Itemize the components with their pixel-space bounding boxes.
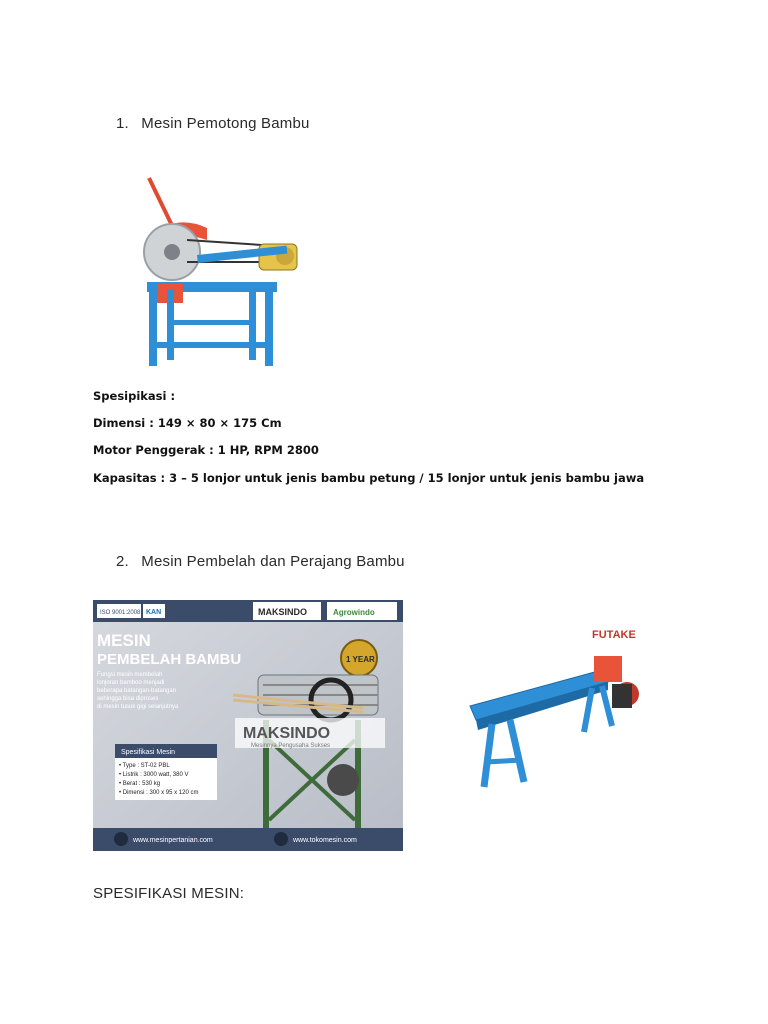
brochure-image	[93, 600, 403, 851]
brochure-footer-left: www.mesinpertanian.com	[133, 837, 213, 844]
warranty-badge: 1 YEAR	[346, 655, 375, 664]
futake-label: FUTAKE	[592, 629, 636, 641]
brochure-spec-0: • Type : ST-02 PBL	[119, 763, 170, 769]
section1-heading	[116, 115, 310, 132]
watermark-brand: MAKSINDO	[243, 725, 331, 742]
iso-label: ISO 9001:2008	[100, 610, 141, 616]
brochure-spec-1: • Listrik : 3000 watt, 380 V	[119, 772, 189, 778]
brochure-spec-title: Spesifikasi Mesin	[121, 749, 176, 756]
section1-number: 1.	[116, 115, 129, 132]
section2-title: Mesin Pembelah dan Perajang Bambu	[141, 553, 405, 570]
spec-motor: Motor Penggerak : 1 HP, RPM 2800	[93, 443, 319, 457]
brochure-footer-right: www.tokomesin.com	[293, 837, 357, 844]
watermark-tagline: Mesinnya Pengusaha Sukses	[251, 743, 331, 749]
brand-right: Agrowindo	[333, 608, 375, 617]
brand-left: MAKSINDO	[258, 607, 307, 617]
bamboo-cutter-image	[127, 170, 312, 376]
brochure-spec-2: • Berat : 530 kg	[119, 781, 161, 787]
brochure-desc-0: Fungsi mesin membelah	[97, 672, 163, 678]
kan-label: KAN	[146, 609, 162, 616]
brochure-desc-1: lonjoran bamboo menjadi	[97, 680, 165, 686]
brochure-headline-1: MESIN	[97, 631, 151, 650]
brochure-desc-4: di mesin tusuk gigi selanjutnya	[97, 704, 179, 710]
futake-machine-image	[462, 622, 647, 804]
spec-heading: Spesipikasi :	[93, 389, 176, 403]
brochure-desc-2: beberapa batangan-batangan	[97, 688, 177, 694]
section3-heading: SPESIFIKASI MESIN:	[93, 885, 245, 902]
section1-title: Mesin Pemotong Bambu	[141, 115, 310, 132]
spec-dimensi: Dimensi : 149 × 80 × 175 Cm	[93, 416, 282, 430]
spec-kapasitas: Kapasitas : 3 – 5 lonjor untuk jenis bambu petung / 15 lonjor untuk jenis bambu jawa	[93, 471, 645, 485]
section2-heading	[116, 553, 405, 570]
brochure-spec-3: • Dimensi : 300 x 95 x 120 cm	[119, 790, 199, 796]
brochure-desc-3: sehingga bisa diproses	[97, 696, 159, 702]
brochure-headline-2: PEMBELAH BAMBU	[97, 651, 242, 668]
section2-number: 2.	[116, 553, 129, 570]
